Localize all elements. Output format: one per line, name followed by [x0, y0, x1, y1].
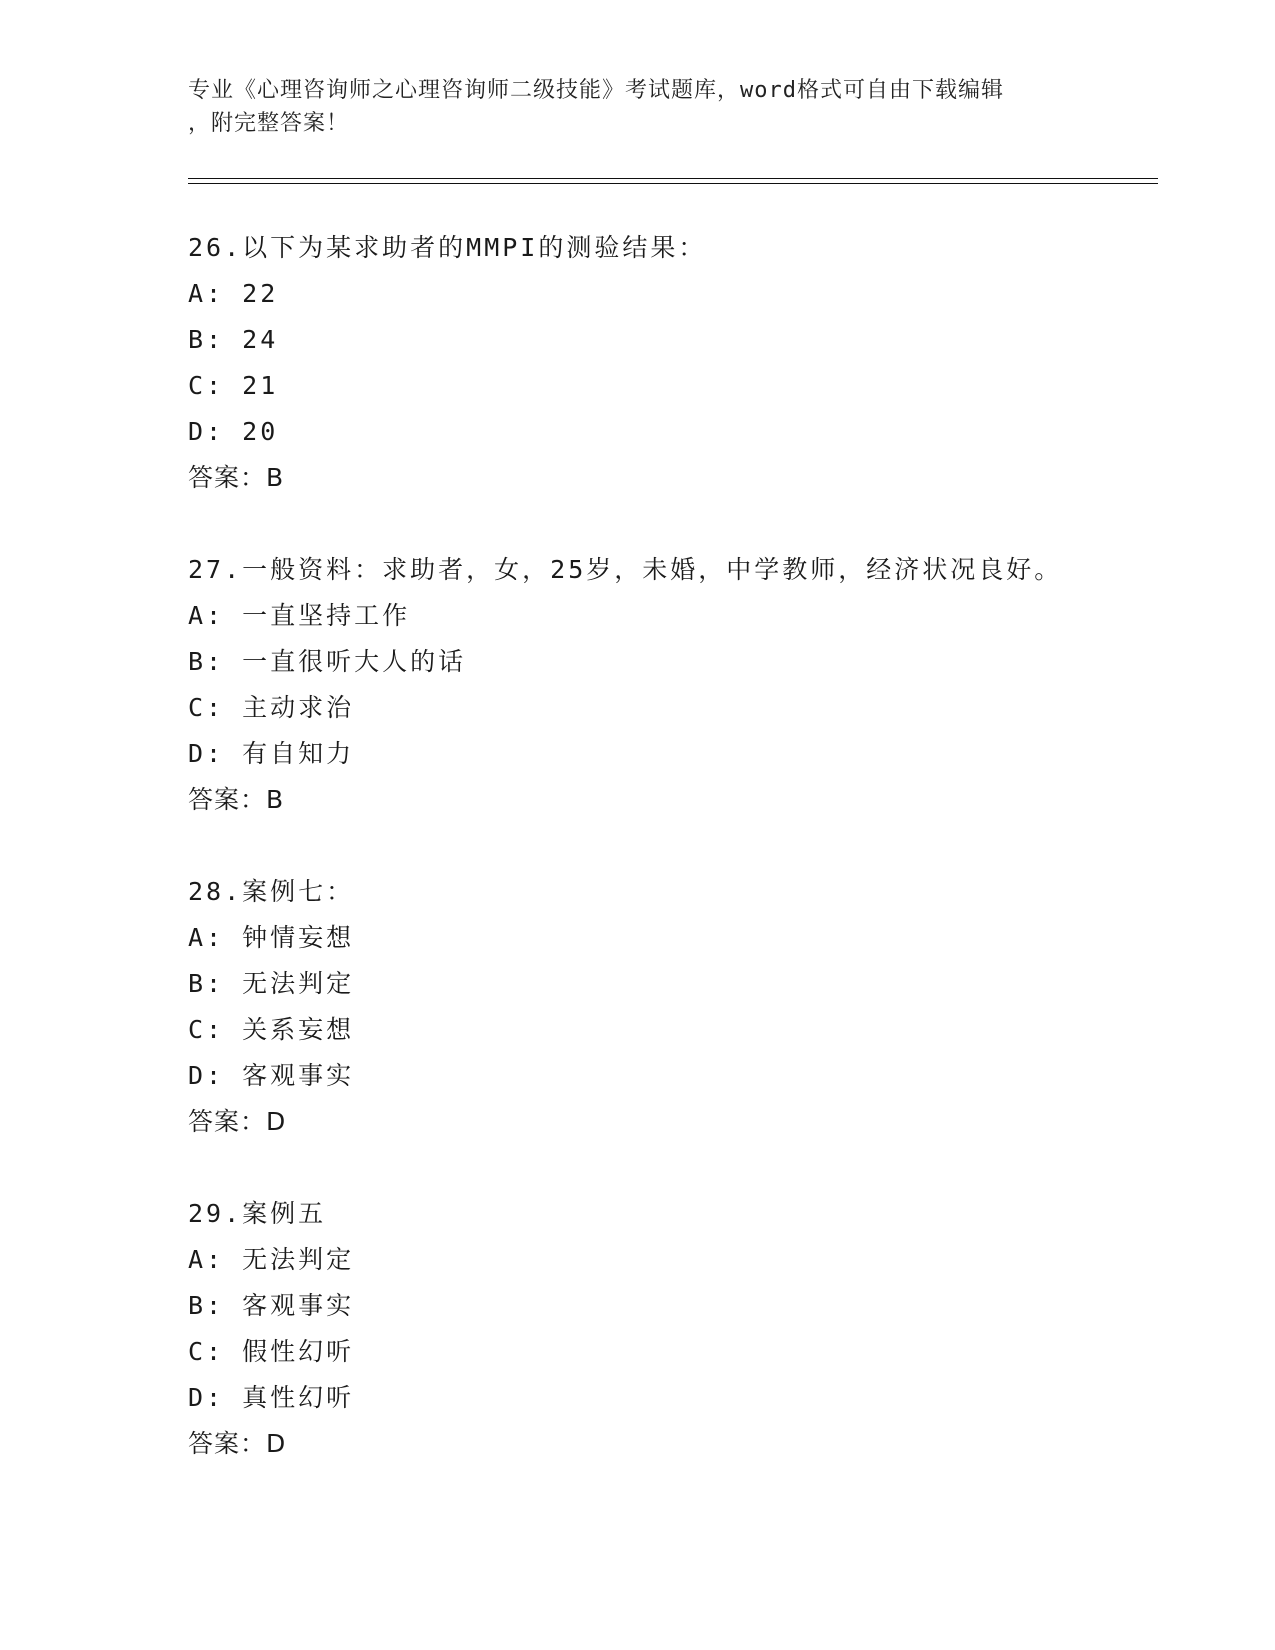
question-stem: 29.案例五 [188, 1199, 327, 1228]
header-divider-top [188, 178, 1158, 179]
question-stem: 27.一般资料：求助者，女，25岁，未婚，中学教师，经济状况良好。 [188, 555, 1063, 584]
document-header [188, 74, 1088, 140]
answer-line: 答案：B [188, 785, 285, 814]
option-d: D: 真性幻听 [188, 1383, 355, 1412]
header-line-2: ，附完整答案！ [188, 111, 350, 136]
question-stem: 28.案例七： [188, 877, 355, 906]
answer-line: 答案：D [188, 1429, 287, 1458]
question-28 [188, 869, 1148, 1145]
answer-line: 答案：B [188, 463, 285, 492]
option-a: A: 无法判定 [188, 1245, 355, 1274]
option-a: A: 钟情妄想 [188, 923, 355, 952]
question-stem: 26.以下为某求助者的MMPI的测验结果： [188, 233, 707, 262]
option-b: B: 一直很听大人的话 [188, 647, 467, 676]
option-d: D: 客观事实 [188, 1061, 355, 1090]
option-c: C: 假性幻听 [188, 1337, 355, 1366]
option-a: A: 一直坚持工作 [188, 601, 411, 630]
option-b: B: 24 [188, 325, 279, 354]
header-line-1: 专业《心理咨询师之心理咨询师二级技能》考试题库，word格式可自由下载编辑 [188, 78, 1004, 103]
option-d: D: 20 [188, 417, 279, 446]
option-c: C: 主动求治 [188, 693, 355, 722]
option-d: D: 有自知力 [188, 739, 355, 768]
question-29 [188, 1191, 1148, 1467]
option-c: C: 21 [188, 371, 279, 400]
question-27 [188, 547, 1148, 823]
option-b: B: 无法判定 [188, 969, 355, 998]
header-divider-bottom [188, 183, 1158, 184]
question-26 [188, 225, 1148, 501]
option-c: C: 关系妄想 [188, 1015, 355, 1044]
option-a: A: 22 [188, 279, 279, 308]
option-b: B: 客观事实 [188, 1291, 355, 1320]
answer-line: 答案：D [188, 1107, 287, 1136]
